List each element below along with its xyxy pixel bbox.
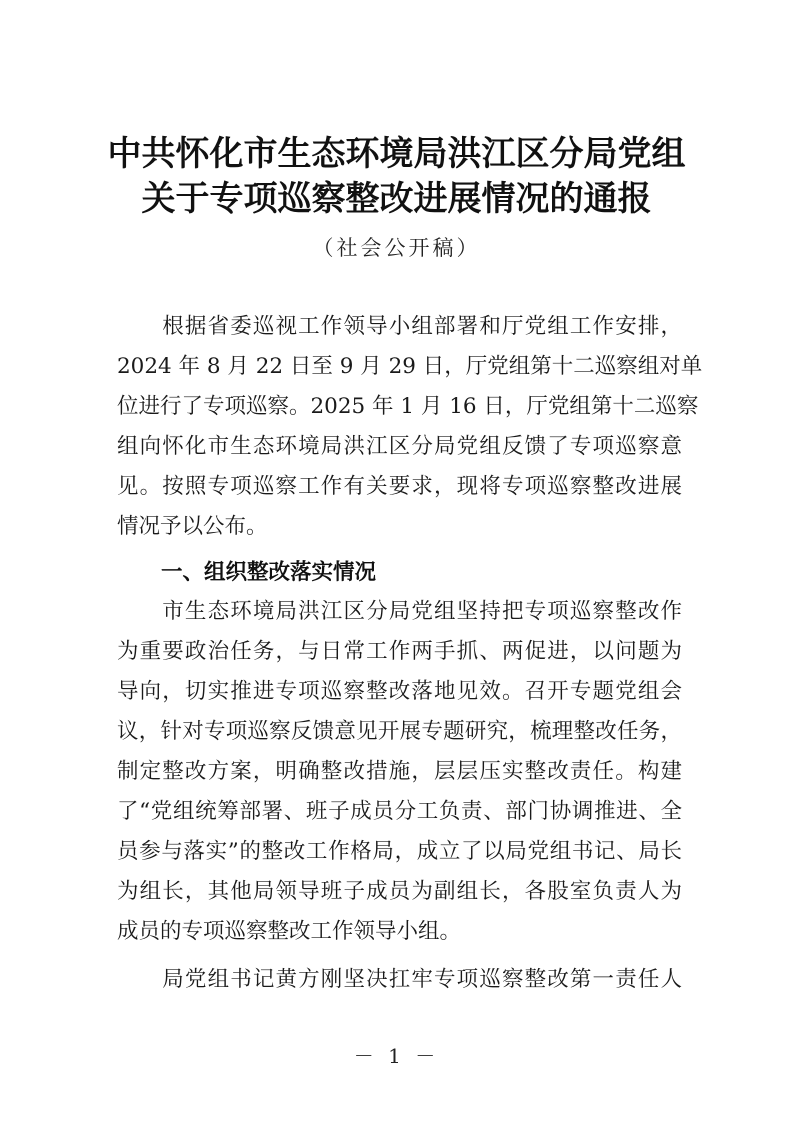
paragraph-line: 制定整改方案，明确整改措施，层层压实整改责任。构建 [117,759,682,784]
paragraph-line: 员参与落实”的整改工作格局，成立了以局党组书记、局长 [117,839,682,864]
paragraph-line: 根据省委巡视工作领导小组部署和厅党组工作安排， [117,314,682,339]
page-number: － 1 － [353,1044,440,1068]
paragraph-line: 2024 年 8 月 22 日至 9 月 29 日，厅党组第十二巡察组对单 [117,354,703,379]
paragraph-line: 组向怀化市生态环境局洪江区分局党组反馈了专项巡察意 [117,434,682,459]
subtitle: （社会公开稿） [312,236,481,260]
paragraph-line: 位进行了专项巡察。2025 年 1 月 16 日，厅党组第十二巡察 [117,394,699,419]
paragraph-line: 市生态环境局洪江区分局党组坚持把专项巡察整改作 [117,599,682,624]
paragraph-line: 情况予以公布。 [117,514,268,539]
title-line-2: 关于专项巡察整改进展情况的通报 [141,179,652,219]
paragraph-line: 导向，切实推进专项巡察整改落地见效。召开专题党组会 [117,679,682,704]
paragraph-line: 成员的专项巡察整改工作领导小组。 [117,919,462,944]
section-heading: 一、组织整改落实情况 [161,560,377,585]
paragraph-line: 局党组书记黄方刚坚决扛牢专项巡察整改第一责任人 [117,967,682,992]
paragraph-line: 为组长，其他局领导班子成员为副组长，各股室负责人为 [117,879,682,904]
title-line-1: 中共怀化市生态环境局洪江区分局党组 [107,134,686,174]
paragraph-line: 见。按照专项巡察工作有关要求，现将专项巡察整改进展 [117,474,682,499]
paragraph-line: 了“党组统筹部署、班子成员分工负责、部门协调推进、全 [117,799,682,824]
paragraph-line: 为重要政治任务，与日常工作两手抓、两促进，以问题为 [117,639,682,664]
paragraph-line: 议，针对专项巡察反馈意见开展专题研究，梳理整改任务， [117,719,682,744]
